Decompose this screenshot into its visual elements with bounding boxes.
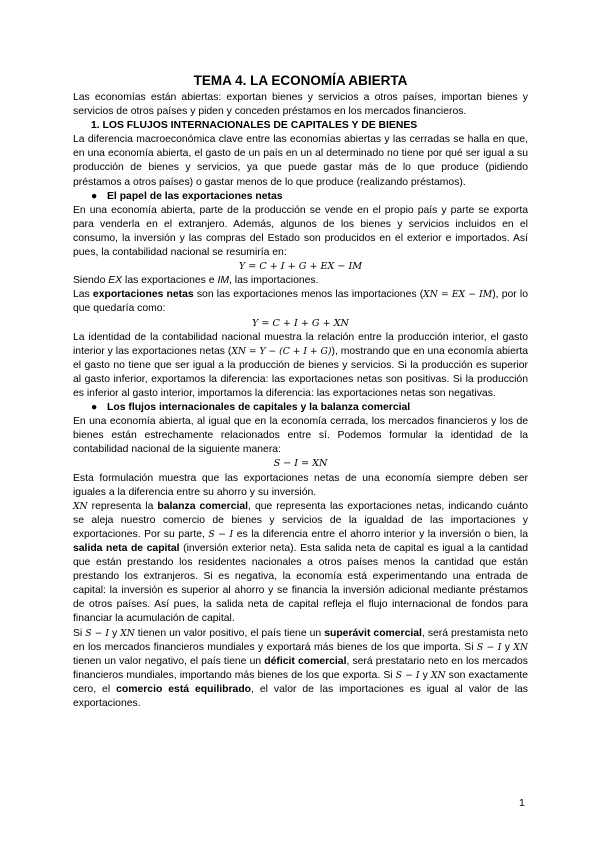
section-heading-1: 1. LOS FLUJOS INTERNACIONALES DE CAPITALES Y DE BIENES bbox=[91, 120, 418, 132]
page-number: 1 bbox=[519, 798, 525, 809]
equation-1: Y = C + I + G + EX − IM bbox=[238, 261, 363, 273]
paragraph-3: Siendo EX las exportaciones e IM, las importaciones. bbox=[73, 275, 319, 287]
bullet-heading-1-text: El papel de las exportaciones netas bbox=[107, 190, 283, 202]
document-page bbox=[73, 72, 528, 711]
intro-paragraph: Las economías están abiertas: exportan bienes y servicios a otros países, importan bienes y servicios de otros países y piden y conceden préstamos en los mercados financieros. bbox=[73, 92, 528, 118]
equation-3: S − I = XN bbox=[273, 458, 328, 470]
bullet-heading-2-text: Los flujos internacionales de capitales y la balanza comercial bbox=[107, 402, 411, 414]
paragraph-8: XN representa la balanza comercial, que representa las exportaciones netas, indicando cuánto se aleja nuestro comercio de bienes y servicios de la igualdad de las importaciones y exportaciones. Por su parte, S − I es la diferencia entre el ahorro interior y la inversión o bien, la salida neta de capital (inversión exterior neta). Esta salida neta de capital es igual a la cantidad que están prestando los residentes nacionales a otros países menos la cantidad que están prestando los extranjeros. Si es negativa, la economía está experimentando una entrada de capital: la inversión es superior al ahorro y se financia la inversión adicional mediante préstamos de otros países. Así pues, la salida neta de capital refleja el flujo internacional de fondos para financiar la acumulación de capital. bbox=[73, 500, 528, 625]
paragraph-9: Si S − I y XN tienen un valor positivo, el país tiene un superávit comercial, será prestamista neto en los mercados financieros mundiales y exportará más bienes de los que importa. Si S − I y XN tienen un valor negativo, el país tiene un déficit comercial, será prestatario neto en los mercados financieros mundiales, importando más bienes de los que exporta. Si S − I y XN son exactamente cero, el comercio está equilibrado, el valor de las importaciones es igual al valor de las exportaciones. bbox=[73, 627, 528, 710]
paragraph-7: Esta formulación muestra que las exportaciones netas de una economía siempre deben ser iguales a la diferencia entre su ahorro y su inversión. bbox=[73, 472, 528, 498]
bullet-icon: ● bbox=[91, 402, 98, 414]
paragraph-1: La diferencia macroeconómica clave entre las economías abiertas y las cerradas se halla en que, en una economía abierta, el gasto de un país en un al determinado no tiene por qué ser igual a su producción de bienes y servicios, ya que puede gastar más de lo que produce (pidiendo préstamos a otros países) o gastar menos de lo que produce (realizando préstamos). bbox=[73, 134, 528, 188]
bullet-icon: ● bbox=[91, 190, 98, 202]
bullet-heading-2 bbox=[73, 401, 528, 415]
paragraph-4: Las exportaciones netas son las exportaciones menos las importaciones (XN = EX − IM), por lo que quedaría como: bbox=[73, 289, 528, 315]
bullet-heading-1 bbox=[73, 190, 528, 204]
paragraph-6: En una economía abierta, al igual que en la economía cerrada, los mercados financieros y los de bienes están estrechamente relacionados entre sí. Podemos formular la identidad de la contabilidad nacional de la siguiente manera: bbox=[73, 416, 528, 456]
paragraph-2: En una economía abierta, parte de la producción se vende en el propio país y parte se exporta para venderla en el extranjero. Además, algunos de los bienes y servicios incluidos en el consumo, la inversión y las compras del Estado son producidos en el exterior e importados. Así pues, la contabilidad nacional se resumiría en: bbox=[73, 204, 528, 259]
equation-2: Y = C + I + G + XN bbox=[252, 317, 349, 329]
page-title: TEMA 4. LA ECONOMÍA ABIERTA bbox=[193, 73, 408, 88]
paragraph-5: La identidad de la contabilidad nacional muestra la relación entre la producción interior, el gasto interior y las exportaciones netas (XN = Y − (C + I + G)), mostrando que en una economía abierta el gasto no tiene que ser igual a la producción de bienes y servicios. Si la producción es superior al gasto inferior, exportamos la diferencia: las exportaciones netas son positivas. Si la producción es inferior al gasto interior, importamos la diferencia: las exportaciones netas son negativas. bbox=[73, 331, 528, 399]
